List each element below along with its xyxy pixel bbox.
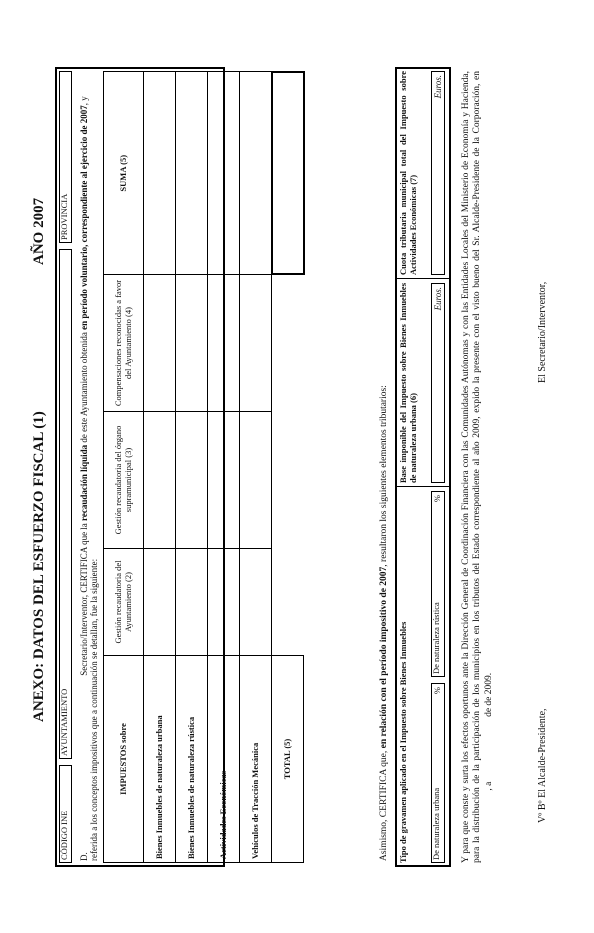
cell-input[interactable] xyxy=(144,274,176,411)
cell-input[interactable] xyxy=(144,411,176,548)
secretario-signature-label: El Secretario/Interventor, xyxy=(537,281,548,383)
intro-paragraph: D. Secretario/Interventor, CERTIFICA que la recaudación líquida de este Ayuntamiento obtenida en período voluntario, correspondiente al ejercicio de 2007, y referida a los conceptos impositivos que a continuación se detallan, fue la siguiente: xyxy=(79,95,100,861)
ayuntamiento-field[interactable]: AYUNTAMIENTO xyxy=(59,249,72,759)
cell-input[interactable] xyxy=(208,274,240,411)
header-gestion-supramunicipal: Gestión recaudatoria del órgano supramunicipal (3) xyxy=(104,411,144,548)
cell-input[interactable] xyxy=(144,72,176,275)
table-header-row xyxy=(104,72,144,863)
cuota-tributaria-label: Cuota tributaria municipal total del Impuesto sobre Actividades Económicas (7) xyxy=(398,70,418,275)
total-row xyxy=(272,72,304,863)
table-row xyxy=(144,72,176,863)
header-suma: SUMA (5) xyxy=(104,72,144,275)
row-label-actividades: Actividades Económicas xyxy=(208,655,240,862)
total-suma-cell[interactable] xyxy=(272,72,304,275)
cell-input[interactable] xyxy=(208,548,240,655)
form-title: ANEXO: DATOS DEL ESFUERZO FISCAL (1) xyxy=(31,410,47,722)
header-impuestos: IMPUESTOS sobre xyxy=(104,655,144,862)
rustica-rate-field[interactable]: De naturaleza rústica % xyxy=(431,491,445,677)
cell-input[interactable] xyxy=(144,548,176,655)
header-gestion-ayuntamiento: Gestión recaudatoria del Ayuntamiento (2) xyxy=(104,548,144,655)
cell-input[interactable] xyxy=(240,548,272,655)
recaudacion-table xyxy=(103,71,305,863)
header-compensaciones: Compensaciones reconocidas a favor del Ayuntamiento (4) xyxy=(104,274,144,411)
cuota-tributaria-field[interactable]: Euros. xyxy=(431,71,445,275)
base-imponible-label: Base imponible del Impuesto sobre Bienes Inmuebles de naturaleza urbana (6) xyxy=(398,282,418,483)
asimismo-paragraph: Asimismo, CERTIFICA que, en relación con el período impositivo de 2007, resultaron los siguientes elementos tributarios: xyxy=(379,384,389,861)
provincia-field[interactable]: PROVINCIA xyxy=(59,71,72,243)
cell-input[interactable] xyxy=(176,72,208,275)
alcalde-signature-label: Vº Bº El Alcalde-Presidente, xyxy=(537,707,548,823)
row-label-urbana: Bienes Inmuebles de naturaleza urbana xyxy=(144,655,176,862)
closing-paragraph: Y para que conste y surta los efectos oportunos ante la Dirección General de Coordinación Financiera con las Comunidades Autónomas y con las Entidades Locales del Ministerio de Economía y Hacienda, para la distribución de la participación de los municipios en los tributos del Estado correspondiente al año 2009, expido la presente con el visto bueno del Sr. Alcalde-Presidente de la Corporación, en , a de de 2009. xyxy=(461,70,494,863)
rotated-form xyxy=(27,27,567,907)
cell-input[interactable] xyxy=(208,411,240,548)
cell-input[interactable] xyxy=(240,274,272,411)
cell-input[interactable] xyxy=(240,411,272,548)
cell-input[interactable] xyxy=(240,72,272,275)
cell-input[interactable] xyxy=(176,274,208,411)
cell-input[interactable] xyxy=(176,411,208,548)
cell-input[interactable] xyxy=(176,548,208,655)
row-label-vehiculos: Vehículos de Tracción Mecánica xyxy=(240,655,272,862)
cell-input[interactable] xyxy=(208,72,240,275)
row-label-rustica: Bienes Inmuebles de naturaleza rústica xyxy=(176,655,208,862)
intro-d: D. xyxy=(79,851,89,861)
table-row xyxy=(208,72,240,863)
urbana-rate-field[interactable]: De naturaleza urbana % xyxy=(431,683,445,863)
row-label-total: TOTAL (5) xyxy=(272,655,304,862)
base-imponible-field[interactable]: Euros. xyxy=(431,283,445,483)
table-row xyxy=(240,72,272,863)
table-row xyxy=(176,72,208,863)
codigo-ine-field[interactable]: CÓDIGO INE xyxy=(59,765,72,863)
tipo-gravamen-label: Tipo de gravamen aplicado en el Impuesto sobre Bienes Inmuebles xyxy=(398,621,408,863)
form-year: AÑO 2007 xyxy=(31,197,47,265)
